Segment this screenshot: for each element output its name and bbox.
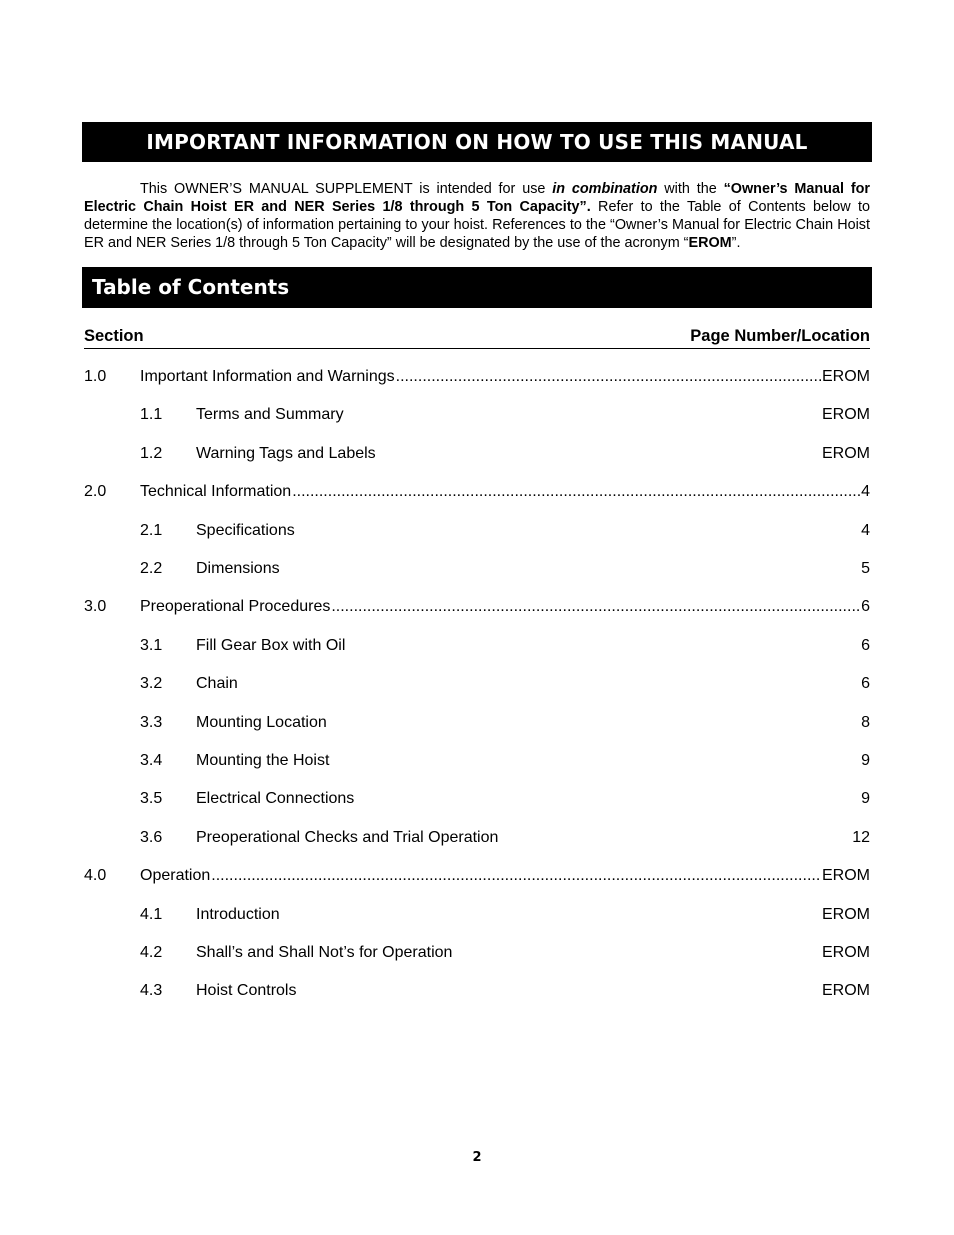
toc-entry-title: Terms and Summary [196, 406, 344, 424]
toc-entry [0, 522, 954, 544]
toc-entry-leader [140, 483, 870, 501]
toc-entry-page: 12 [852, 828, 870, 846]
toc-entry [0, 368, 954, 390]
toc-entry-number: 4.0 [84, 867, 107, 885]
toc-entry-number: 1.1 [140, 406, 163, 424]
toc-entry [0, 906, 954, 928]
toc-entry [0, 829, 954, 851]
toc-entry-number: 2.2 [140, 560, 163, 577]
toc-entry-number: 1.2 [140, 444, 163, 462]
toc-entry [0, 982, 954, 1004]
toc-entry-number: 4.2 [140, 944, 163, 961]
intro-paragraph [84, 180, 870, 252]
banner-title: IMPORTANT INFORMATION ON HOW TO USE THIS MANUAL [146, 130, 808, 154]
toc-entry-title: Fill Gear Box with Oil [196, 636, 346, 654]
toc-entry-page: EROM [822, 944, 870, 961]
toc-entry-number: 4.1 [140, 905, 163, 923]
toc-entry-title: Operation [140, 867, 211, 885]
section-banner-important-info [82, 122, 872, 162]
toc-header-section: Section [84, 327, 144, 345]
toc-entry [0, 752, 954, 774]
toc-entry [0, 790, 954, 812]
intro-text-1: This OWNER’S MANUAL SUPPLEMENT is intended for use [140, 181, 553, 197]
toc-entry [0, 598, 954, 620]
toc-entry [0, 445, 954, 467]
toc-entry [0, 867, 954, 889]
toc-entry-title: Dimensions [196, 560, 280, 577]
toc-entry-number: 4.3 [140, 982, 163, 1000]
toc-entry-title: Mounting Location [196, 713, 327, 731]
toc-entry [0, 560, 954, 582]
toc-dot-leader [331, 598, 860, 616]
toc-entry-title: Technical Information [140, 483, 292, 501]
intro-emphasis: in combination [552, 181, 658, 197]
toc-entry [0, 675, 954, 697]
intro-text-4: ”. [731, 235, 741, 251]
toc-entry [0, 714, 954, 736]
toc-entry-title: Hoist Controls [196, 982, 297, 1000]
toc-entry-page: 9 [861, 790, 870, 808]
toc-entry-page: 8 [861, 713, 870, 731]
toc-entry-number: 3.5 [140, 790, 163, 808]
toc-entry-title: Warning Tags and Labels [196, 444, 376, 462]
toc-entry-number: 2.0 [84, 483, 107, 501]
intro-manual-title: “Owner’s Manual for Electric Chain Hoist ER and NER Series 1/8 through 5 Ton Capacity”. [84, 181, 871, 215]
toc-entry-page: EROM [822, 982, 870, 1000]
toc-entry-number: 3.6 [140, 828, 163, 846]
toc-dot-leader [396, 368, 821, 386]
toc-entry-number: 3.3 [140, 713, 163, 731]
toc-dot-leader [211, 867, 821, 885]
toc-header-page: Page Number/Location [690, 327, 870, 345]
intro-text-3: Refer to the Table of Contents below to determine the location(s) of information pertaining to your hoist. References to the “Owner’s Manual for Electric Chain Hoist ER and NER Series 1/8 through 5 Ton Capacity” will be designated by the use of the acronym “ [84, 199, 870, 251]
section-banner-toc [82, 267, 872, 308]
toc-entry-leader [140, 598, 870, 616]
toc-entry-page: 6 [861, 598, 870, 616]
toc-entry-page: EROM [822, 368, 870, 385]
toc-entry-number: 1.0 [84, 368, 107, 385]
toc-entry-number: 3.4 [140, 752, 163, 769]
toc-entry-page: 4 [861, 483, 870, 501]
toc-entry-title: Mounting the Hoist [196, 752, 330, 769]
toc-header [84, 327, 870, 349]
toc-entry-title: Chain [196, 675, 238, 693]
toc-entry-page: 4 [861, 521, 870, 539]
toc-entry-page: 9 [861, 752, 870, 769]
toc-entry-title: Specifications [196, 521, 295, 539]
toc-entry [0, 637, 954, 659]
toc-entry-page: EROM [822, 444, 870, 462]
toc-entry-title: Preoperational Procedures [140, 598, 331, 616]
toc-entry-page: EROM [822, 867, 870, 885]
toc-entry-page: EROM [822, 406, 870, 424]
toc-entry [0, 483, 954, 505]
toc-entry-title: Preoperational Checks and Trial Operation [196, 828, 499, 846]
toc-entry-title: Introduction [196, 905, 280, 923]
page-number: 2 [472, 1150, 482, 1165]
toc-entry-leader [140, 867, 870, 885]
toc-title: Table of Contents [92, 275, 290, 299]
toc-entry-title: Important Information and Warnings [140, 368, 395, 385]
toc-entry-number: 2.1 [140, 521, 163, 539]
toc-entry [0, 944, 954, 966]
toc-entry-title: Shall’s and Shall Not’s for Operation [196, 944, 453, 961]
toc-entry [0, 406, 954, 428]
toc-entry-page: 6 [861, 675, 870, 693]
toc-entry-page: 5 [861, 560, 870, 577]
toc-entry-leader [140, 368, 870, 386]
toc-entry-page: 6 [861, 636, 870, 654]
toc-entry-page: EROM [822, 905, 870, 923]
toc-entry-title: Electrical Connections [196, 790, 355, 808]
intro-text-2: with the [657, 181, 724, 197]
toc-entry-number: 3.1 [140, 636, 163, 654]
intro-acronym: EROM [688, 235, 732, 251]
toc-entry-number: 3.2 [140, 675, 163, 693]
toc-dot-leader [292, 483, 860, 501]
toc-entry-number: 3.0 [84, 598, 107, 616]
